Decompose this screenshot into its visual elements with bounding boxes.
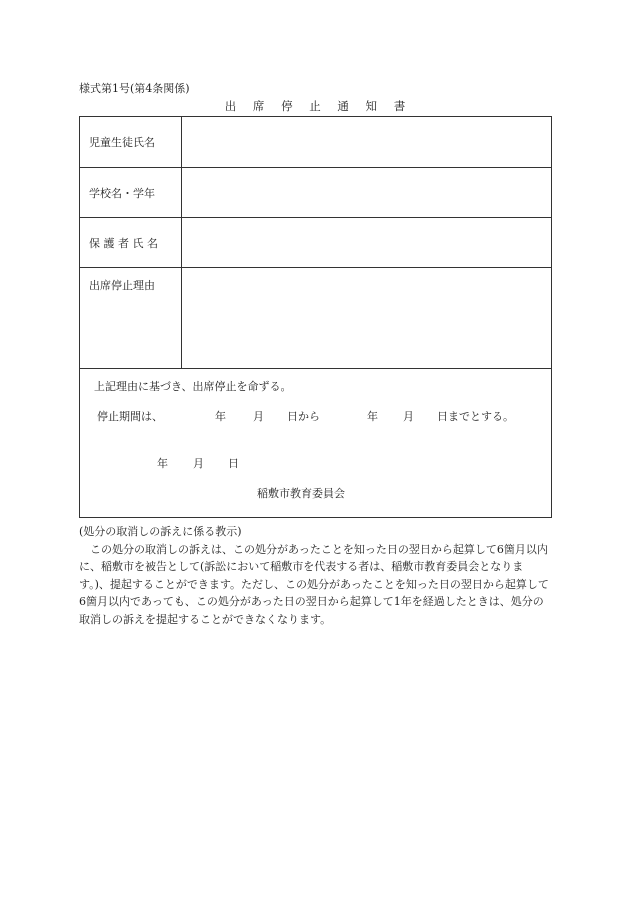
notice-form-table [79,116,552,518]
student-name-field[interactable] [182,117,552,168]
page-title: 出 席 停 止 通 知 書 [224,99,406,113]
appeal-heading: (処分の取消しの訴えに係る教示) [79,525,242,538]
appeal-body: この処分の取消しの訴えは、この処分があったことを知った日の翌日から起算して6箇月以内に、稲敷市を被告として(訴訟において稲敷市を代表する者は、稲敷市教育委員会となります。)、提起することができます。ただし、この処分があったことを知った日の翌日から起算して6箇月以内であっても、この処分があった日の翌日から起算して1年を経過したときは、処分の取消しの訴えを提起することができなくなります。 [79,542,549,626]
period-end-month-label: 月 [403,410,414,423]
issue-day-label: 日 [228,457,239,470]
suspension-reason-field[interactable] [182,268,552,369]
issue-year-label: 年 [157,457,168,470]
guardian-name-field[interactable] [182,218,552,268]
notice-statement: 上記理由に基づき、出席停止を命ずる。 [94,380,292,393]
issue-month-label: 月 [193,457,204,470]
period-start-year-label: 年 [215,410,226,423]
period-start-day-label: 日から [287,410,320,423]
issuer-name: 稲敷市教育委員会 [257,487,345,500]
school-grade-field[interactable] [182,168,552,218]
guardian-name-label: 保 護 者 氏 名 [80,218,182,268]
school-grade-label: 学校名・学年 [80,168,182,218]
period-end-day-label: 日までとする。 [437,410,514,423]
period-label: 停止期間は、 [97,410,163,423]
suspension-reason-label: 出席停止理由 [80,268,182,369]
student-name-label: 児童生徒氏名 [80,117,182,168]
appeal-notice [79,523,551,628]
notice-section [80,369,552,518]
form-number: 様式第1号(第4条関係) [79,82,190,95]
period-end-year-label: 年 [367,410,378,423]
period-start-month-label: 月 [253,410,264,423]
